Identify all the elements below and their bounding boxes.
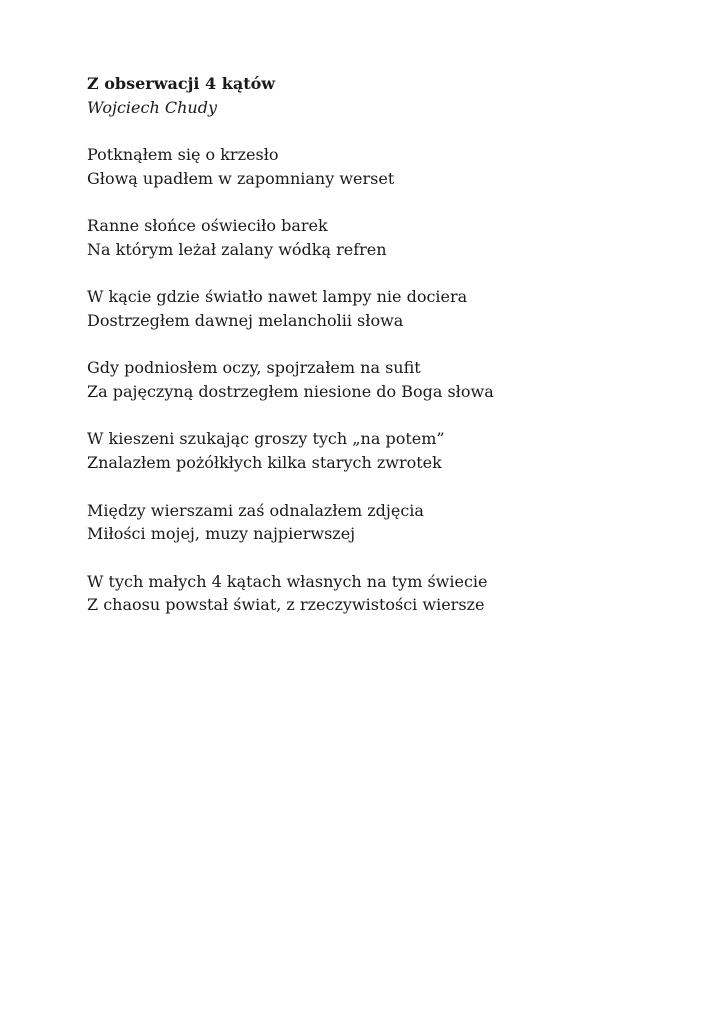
stanza-3: [87, 285, 687, 332]
stanza-1: [87, 143, 687, 190]
stanza-6: [87, 499, 687, 546]
stanza-2: [87, 214, 687, 261]
poem-line: Za pajęczyną dostrzegłem niesione do Boga słowa: [87, 382, 494, 402]
stanza-5: [87, 427, 687, 474]
poem-line: Miłości mojej, muzy najpierwszej: [87, 524, 356, 544]
poem-line: Głową upadłem w zapomniany werset: [87, 168, 395, 188]
poem-line: Znalazłem pożółkłych kilka starych zwrotek: [87, 453, 442, 473]
poem-line: Dostrzegłem dawnej melancholii słowa: [87, 310, 404, 330]
stanza-4: [87, 356, 687, 403]
poem-author: Wojciech Chudy: [87, 97, 217, 117]
poem-line: W kieszeni szukając groszy tych „na potem”: [87, 429, 445, 449]
poem-line: Między wierszami zaś odnalazłem zdjęcia: [87, 500, 424, 520]
poem-line: Gdy podniosłem oczy, spojrzałem na sufit: [87, 358, 421, 378]
poem-line: Potknąłem się o krzesło: [87, 145, 279, 165]
poem-line: Z chaosu powstał świat, z rzeczywistości wiersze: [87, 595, 485, 615]
poem: [87, 72, 687, 617]
poem-line: W tych małych 4 kątach własnych na tym świecie: [87, 571, 488, 591]
poem-line: Na którym leżał zalany wódką refren: [87, 239, 387, 259]
poem-line: W kącie gdzie światło nawet lampy nie dociera: [87, 287, 468, 307]
stanza-7: [87, 570, 687, 617]
poem-title: Z obserwacji 4 kątów: [87, 74, 276, 93]
poem-line: Ranne słońce oświeciło barek: [87, 216, 328, 236]
